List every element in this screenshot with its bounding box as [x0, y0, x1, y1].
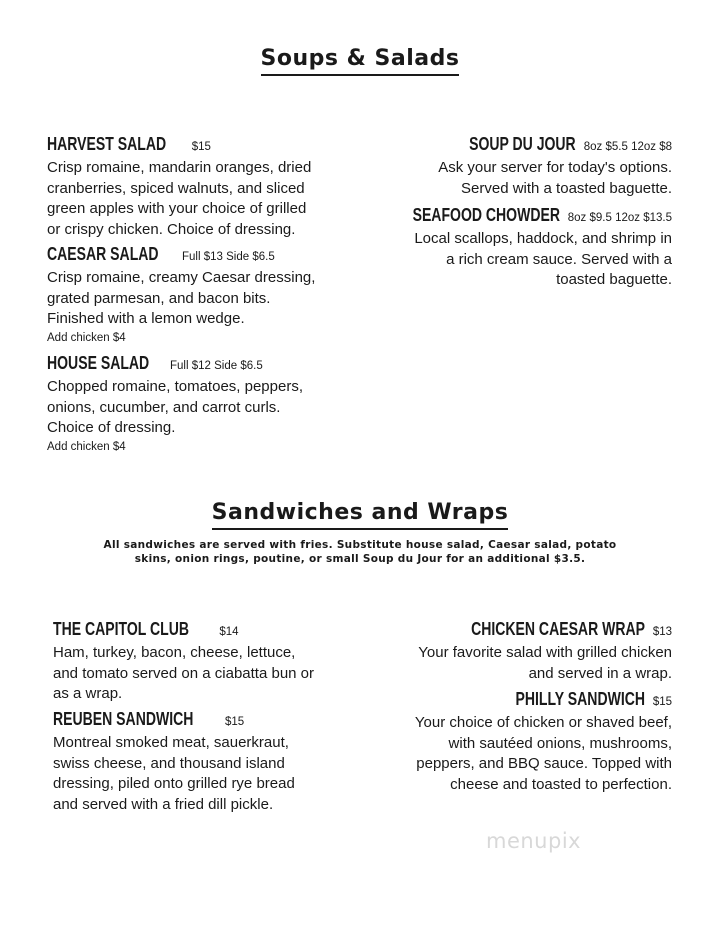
menupix-watermark: menupix: [486, 829, 582, 853]
item-name: HOUSE SALAD: [47, 353, 150, 373]
item-price: 8oz $5.5 12oz $8: [583, 141, 672, 153]
menu-item-philly-sandwich: [415, 688, 672, 795]
menu-item-reuben-sandwich: [53, 708, 295, 815]
menu-item-house-salad: [47, 352, 303, 456]
menu-item-capitol-club: [53, 618, 314, 705]
item-desc: Ham, turkey, bacon, cheese, lettuce, and tomato served on a ciabatta bun or as a wrap.: [53, 644, 315, 702]
item-desc: Montreal smoked meat, sauerkraut, swiss cheese, and thousand island dressing, piled onto grilled rye bread and served with a fried dill pickle.: [53, 734, 295, 813]
item-desc: Ask your server for today's options. Served with a toasted baguette.: [438, 159, 672, 197]
item-price: 8oz $9.5 12oz $13.5: [567, 212, 672, 224]
item-name: HARVEST SALAD: [47, 134, 167, 154]
item-name: CAESAR SALAD: [47, 244, 159, 264]
menu-item-harvest-salad: [47, 133, 311, 240]
item-price: $15: [191, 141, 211, 153]
item-price: Full $13 Side $6.5: [182, 251, 275, 263]
item-price: $13: [652, 626, 672, 638]
item-desc: Your favorite salad with grilled chicken and served in a wrap.: [418, 644, 672, 682]
item-desc: Local scallops, haddock, and shrimp in a rich cream sauce. Served with a toasted baguette.: [414, 230, 672, 288]
sandwiches-wraps-title: Sandwiches and Wraps: [0, 500, 720, 525]
item-desc: Chopped romaine, tomatoes, peppers, onions, cucumber, and carrot curls. Choice of dressing.: [47, 378, 303, 436]
menu-item-chicken-caesar-wrap: [418, 618, 672, 684]
item-name: SOUP DU JOUR: [469, 134, 576, 154]
item-price: $14: [219, 626, 239, 638]
menu-item-soup-du-jour: [438, 133, 672, 199]
item-desc: Crisp romaine, creamy Caesar dressing, grated parmesan, and bacon bits. Finished with a lemon wedge.: [47, 269, 316, 327]
menu-item-caesar-salad: [47, 243, 315, 347]
item-name: THE CAPITOL CLUB: [53, 619, 189, 639]
soups-salads-title: Soups & Salads: [0, 46, 720, 71]
item-desc: Crisp romaine, mandarin oranges, dried cranberries, spiced walnuts, and sliced green apples with your choice of grilled or crispy chicken. Choice of dressing.: [47, 159, 312, 238]
item-price: Full $12 Side $6.5: [170, 360, 263, 372]
item-price: $15: [225, 716, 245, 728]
item-note: Add chicken $4: [47, 440, 126, 453]
item-note: Add chicken $4: [47, 331, 126, 344]
item-name: REUBEN SANDWICH: [53, 709, 194, 729]
sandwiches-side-note: All sandwiches are served with fries. Substitute house salad, Caesar salad, potato skins, onion rings, poutine, or small Soup du Jour for an additional $3.5.: [103, 539, 617, 565]
item-name: CHICKEN CAESAR WRAP: [470, 619, 645, 639]
item-name: PHILLY SANDWICH: [515, 689, 645, 709]
item-desc: Your choice of chicken or shaved beef, with sautéed onions, mushrooms, peppers, and BBQ sauce. Topped with cheese and toasted to perfection.: [414, 714, 672, 793]
item-name: SEAFOOD CHOWDER: [412, 205, 560, 225]
item-price: $15: [652, 696, 672, 708]
menu-item-seafood-chowder: [387, 204, 672, 291]
